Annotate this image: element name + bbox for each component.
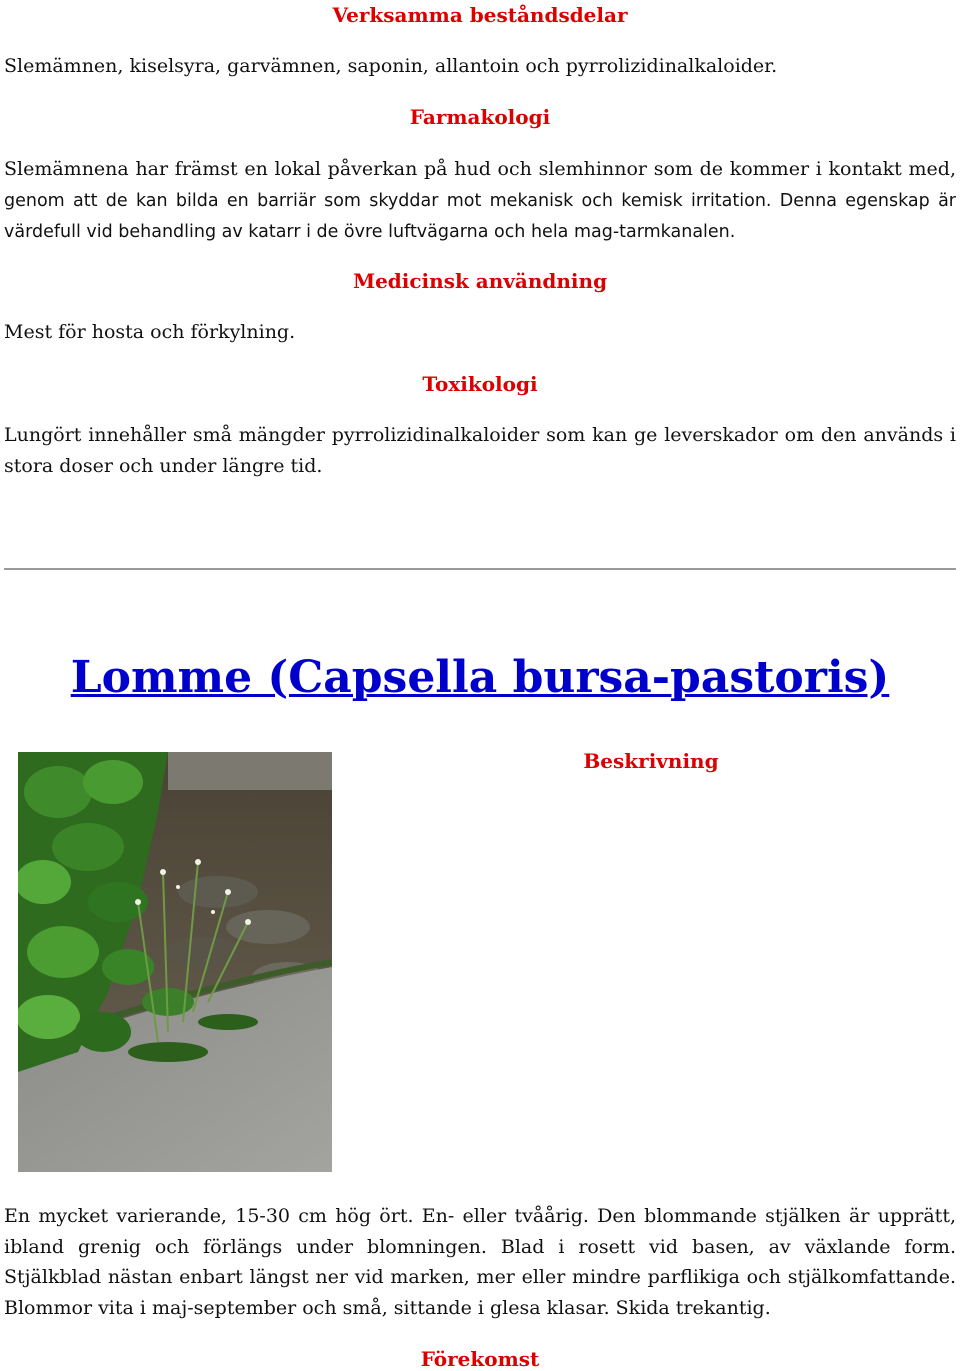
text-description: En mycket varierande, 15-30 cm hög ört. En- eller tvåårig. Den blommande stjälken är upprätt, ibland grenig och förlängs under blomningen. Blad i rosett vid basen, av växlande form. Stjälkblad nästan enbart längst ner vid marken, mer eller mindre parflikiga och stjälkomfattande. Blommor vita i maj-september och små, sittande i glesa klasar. Skida trekantig.	[4, 1205, 956, 1319]
text-toxicology: Lungört innehåller små mängder pyrrolizidinalkaloider som kan ge leverskador om den används i stora doser och under längre tid.	[4, 424, 956, 477]
text-pharmacology-sans: genom att de kan bilda en barriär som skyddar mot mekanisk och kemisk irritation. Denna egenskap är värdefull vid behandling av katarr i de övre luftvägarna och hela mag-tarmkanalen.	[4, 190, 956, 243]
heading-medical-use: Medicinsk användning	[352, 269, 608, 293]
plant-title	[0, 650, 960, 706]
heading-active-ingredients: Verksamma beståndsdelar	[332, 3, 628, 27]
text-medical-use: Mest för hosta och förkylning.	[4, 321, 296, 343]
heading-description: Beskrivning	[583, 749, 719, 773]
text-pharmacology	[4, 154, 956, 248]
plant-photo	[18, 752, 332, 1172]
heading-occurrence: Förekomst	[420, 1347, 540, 1371]
text-pharmacology-serif: Slemämnena har främst en lokal påverkan på hud och slemhinnor som de kommer i kontakt med,	[4, 158, 956, 180]
heading-pharmacology: Farmakologi	[409, 105, 551, 129]
text-active-ingredients: Slemämnen, kiselsyra, garvämnen, saponin, allantoin och pyrrolizidinalkaloider.	[4, 55, 778, 77]
heading-toxicology: Toxikologi	[422, 372, 538, 396]
plant-title-link[interactable]: Lomme (Capsella bursa-pastoris)	[70, 652, 890, 703]
section-divider	[4, 568, 956, 570]
